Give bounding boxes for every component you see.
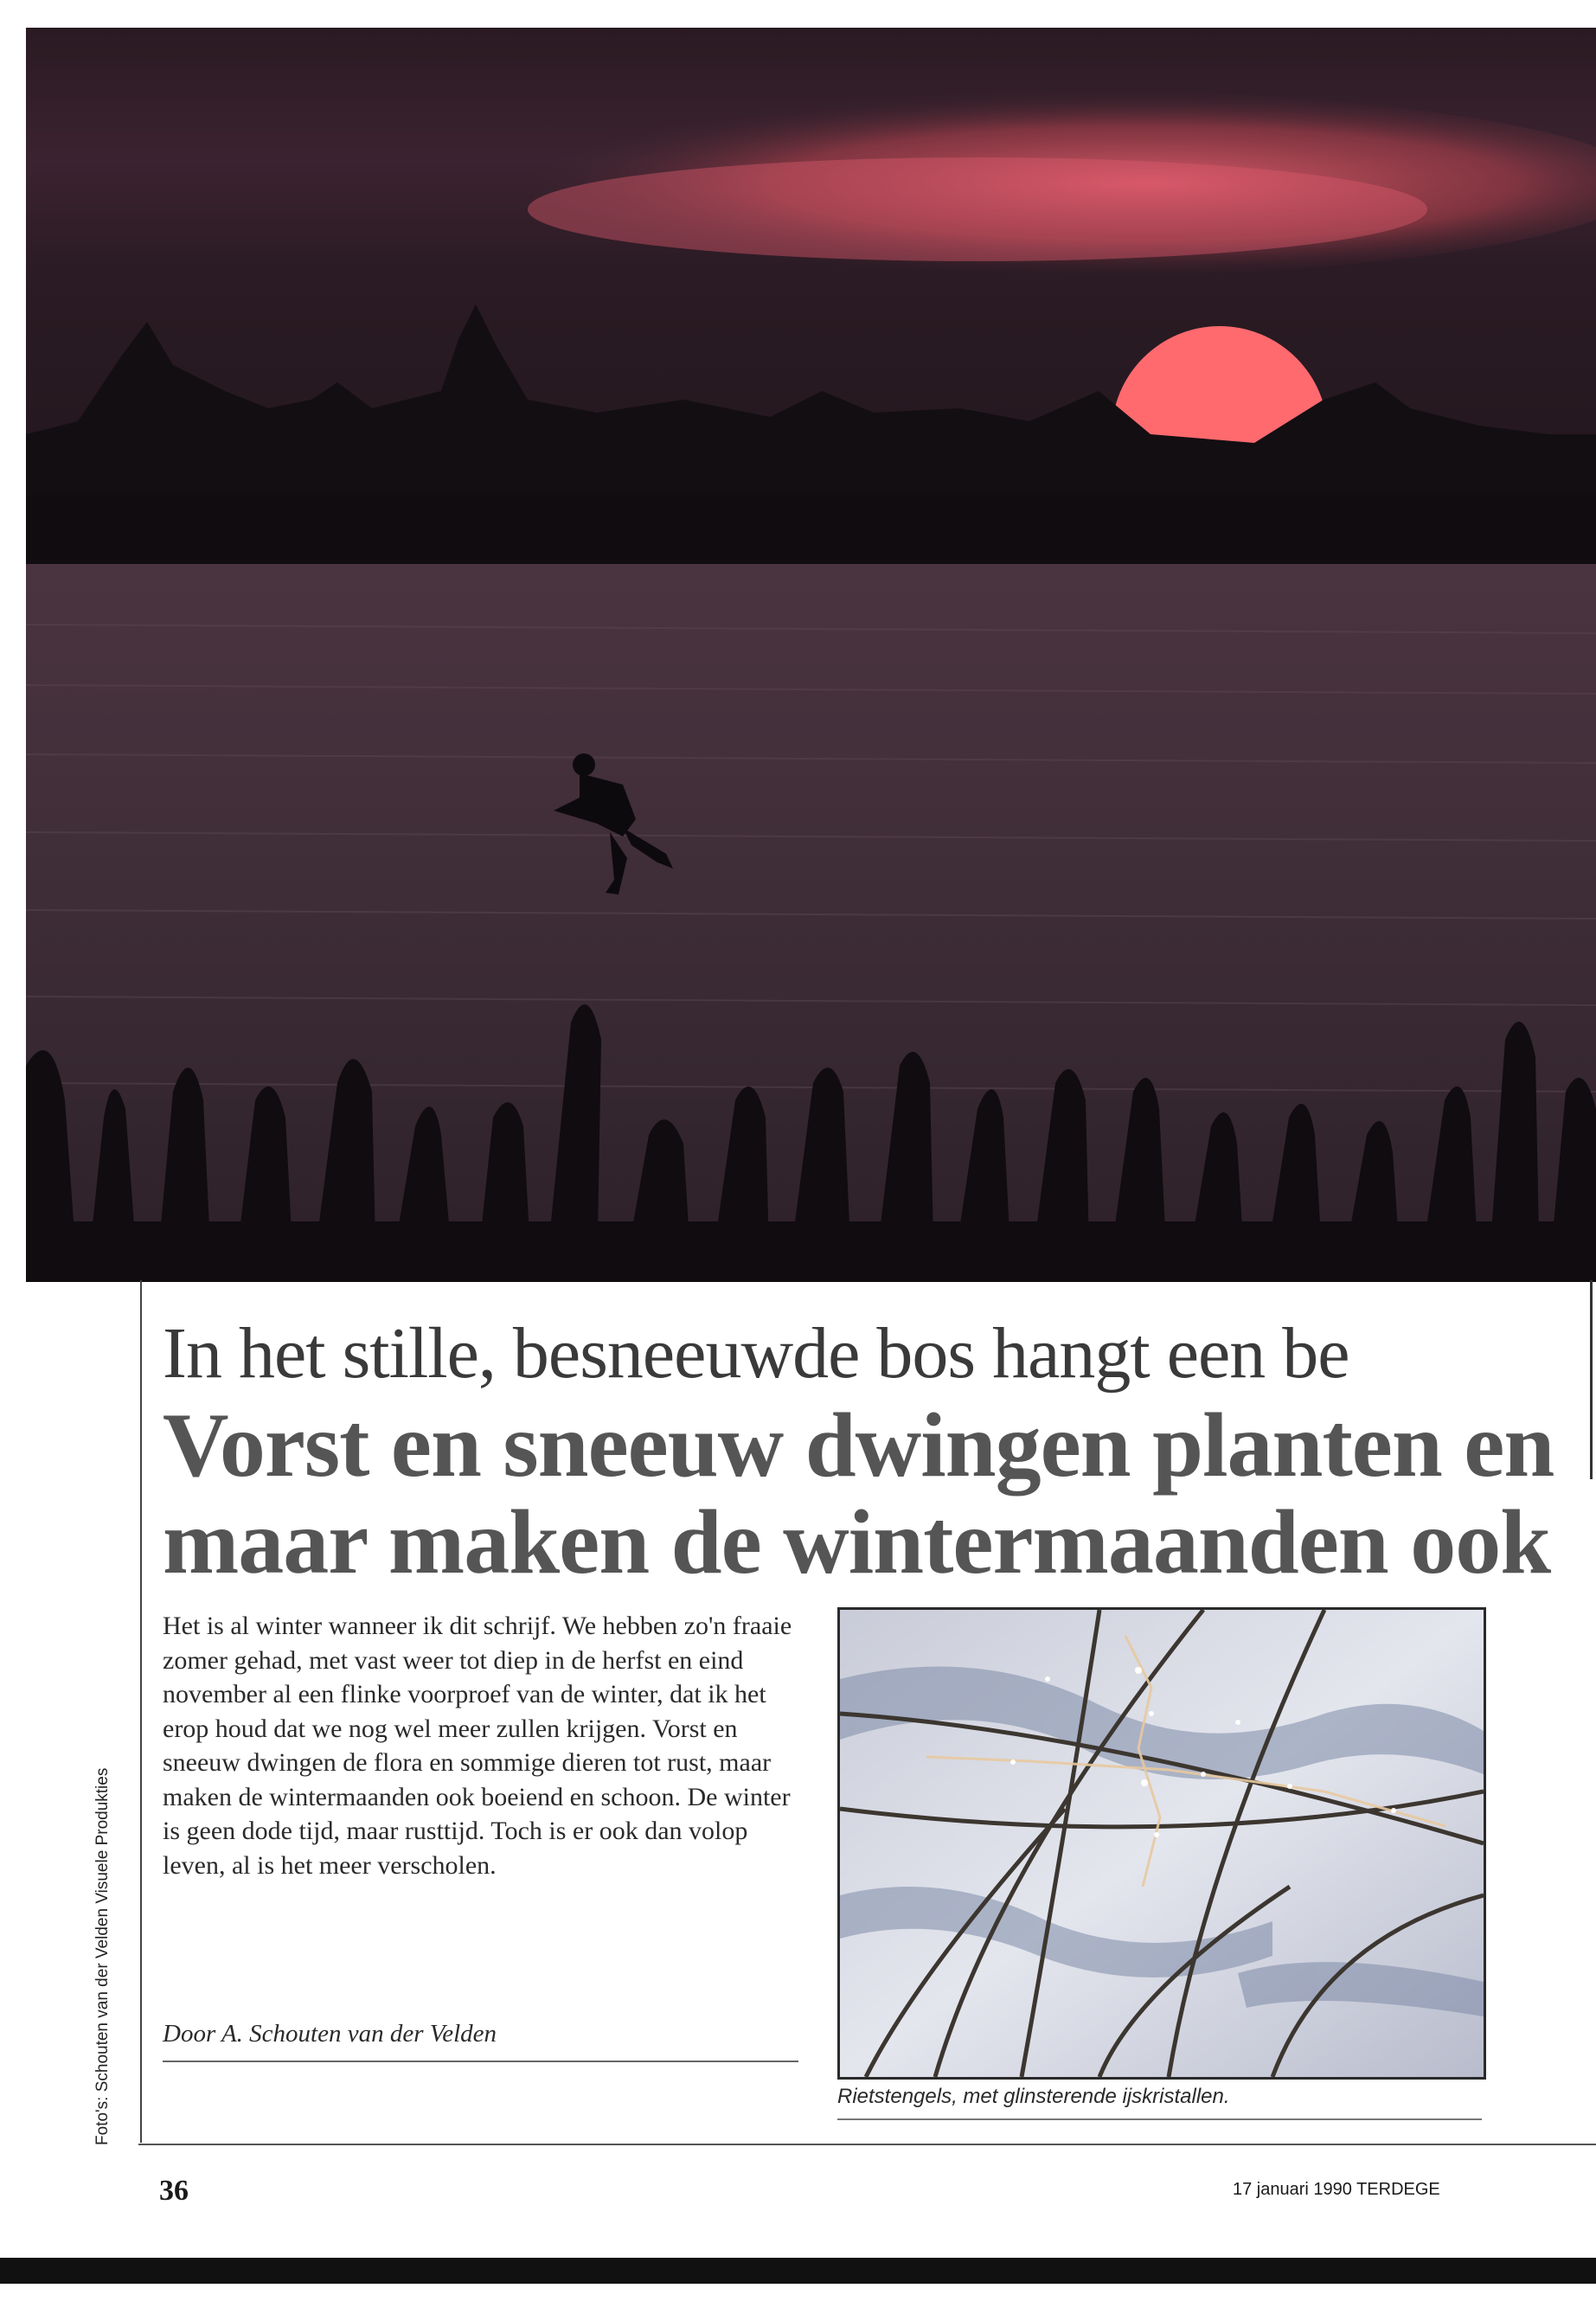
caption-rule [837,2118,1482,2120]
photo-caption: Rietstengels, met glinsterende ijskristallen. [837,2085,1230,2108]
byline-rule [163,2061,798,2062]
issue-date: 17 januari 1990 TERDEGE [1233,2180,1440,2199]
article-headline-line1: Vorst en sneeuw dwingen planten en [163,1394,1554,1496]
footer-rule [138,2144,1596,2145]
article-heading [163,1311,1596,1591]
article-subheading: In het stille, besneeuwde bos hangt een be [163,1313,1349,1394]
hero-photo [26,28,1596,1282]
article-byline: Door A. Schouten van der Velden [163,2020,497,2048]
photo-credit: Foto's: Schouten van der Velden Visuele Produkties [93,1767,112,2145]
reed-ice-photo [837,1607,1486,2080]
article-intro: Het is al winter wanneer ik dit schrijf. We hebben zo'n fraaie zomer gehad, met vast weer tot diep in de herfst en eind november al een flinke voorproef van de winter, dat ik het erop houd dat we nog wel meer zullen krijgen. Vorst en sneeuw dwingen de flora en sommige dieren tot rust, maar maken de wintermaanden ook boeiend en schoon. De winter is geen dode tijd, maar rusttijd. Toch is er ook dan volop leven, al is het meer verscholen. [163,1612,792,1880]
scan-edge-bar [0,2258,1596,2284]
sunset-skater-illustration [26,28,1596,1282]
article-headline-line2: maar maken de wintermaanden ook [163,1491,1551,1591]
margin-rule [140,1280,142,2143]
reed-stems-illustration [840,1610,1484,2077]
page-number: 36 [159,2175,189,2207]
